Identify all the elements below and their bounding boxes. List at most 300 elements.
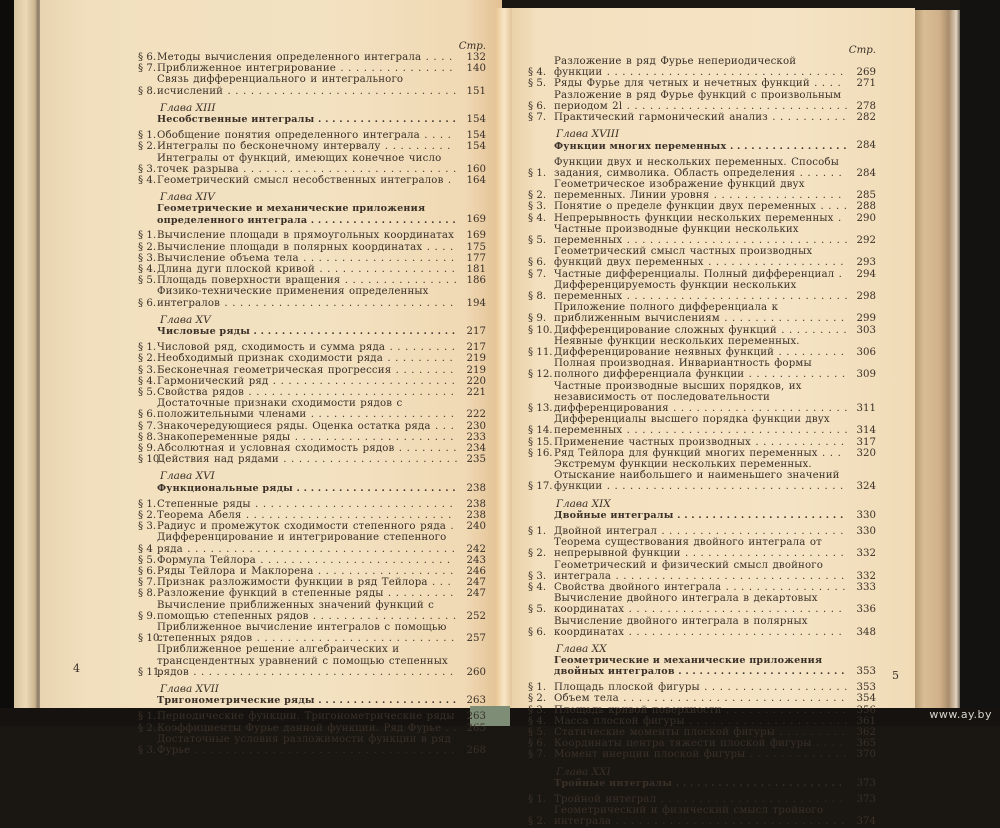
section-title-text: Обобщение понятия определенного интеграла bbox=[157, 130, 420, 142]
toc-entry bbox=[528, 269, 876, 280]
toc-entry bbox=[528, 749, 876, 760]
chapter-title-text: Двойные интегралы bbox=[554, 509, 674, 521]
section-page-number: 330 bbox=[856, 525, 876, 537]
section-page-number: 194 bbox=[466, 297, 486, 309]
section-title bbox=[157, 432, 458, 443]
toc-entry bbox=[138, 342, 486, 353]
section-number: § 2. bbox=[138, 241, 157, 253]
book-gutter bbox=[496, 8, 512, 708]
section-title bbox=[554, 201, 848, 212]
section-title-text: Дифференцирование и интегрирование степенного ряда bbox=[157, 532, 447, 555]
section-page-number: 151 bbox=[466, 85, 486, 97]
section-title-text: Применение частных производных bbox=[554, 436, 751, 448]
section-page-number: 311 bbox=[856, 402, 876, 414]
section-title bbox=[554, 302, 848, 324]
section-title-text: Статические моменты плоской фигуры bbox=[554, 726, 776, 738]
section-page-number: 132 bbox=[466, 52, 486, 63]
toc-entry bbox=[138, 454, 486, 465]
section-title bbox=[157, 622, 458, 644]
section-title bbox=[157, 74, 458, 96]
section-title-text: Геометрическое изображение функций двух переменных. Линии уровня bbox=[554, 178, 805, 202]
section-title bbox=[157, 555, 458, 566]
section-page-number: 374 bbox=[856, 816, 876, 828]
section-title-text: Понятие о пределе функции двух переменных bbox=[554, 201, 817, 213]
section-page-number: 234 bbox=[466, 443, 486, 455]
section-number: § 2. bbox=[528, 548, 547, 560]
toc-entry bbox=[528, 224, 876, 246]
section-page-number: 238 bbox=[466, 510, 486, 522]
toc-entry bbox=[138, 275, 486, 286]
chapter-page-number: 217 bbox=[466, 326, 486, 338]
toc-entry bbox=[528, 336, 876, 358]
section-page-number: 354 bbox=[856, 693, 876, 705]
section-page-number: 222 bbox=[466, 409, 486, 421]
chapter-title-text: Функциональные ряды bbox=[157, 482, 293, 494]
section-title bbox=[157, 353, 458, 364]
section-title-text: Разложение функций в степенные ряды bbox=[157, 588, 384, 600]
section-title-text: Практический гармонический анализ bbox=[554, 112, 768, 123]
section-title bbox=[554, 727, 848, 738]
toc-entry bbox=[138, 711, 486, 722]
chapter-page-number: 169 bbox=[466, 214, 486, 226]
chapter-title bbox=[528, 510, 848, 521]
dot-leader bbox=[157, 544, 455, 555]
section-title bbox=[554, 269, 848, 280]
section-page-number: 246 bbox=[466, 566, 486, 578]
section-number: § 3. bbox=[138, 521, 157, 533]
section-title-text: Геометрический и физический смысл тройного интеграла bbox=[554, 805, 824, 828]
section-number: § 2. bbox=[138, 722, 157, 734]
section-page-number: 314 bbox=[856, 425, 876, 437]
section-page-number: 324 bbox=[856, 481, 876, 493]
toc-chapter bbox=[528, 129, 876, 492]
chapter-title-text: Геометрические и механические приложения двойных интегралов bbox=[554, 655, 823, 678]
section-title-text: Свойства двойного интеграла bbox=[554, 581, 722, 593]
section-title-text: Геометрический смысл несобственных интегралов bbox=[157, 175, 444, 187]
section-title bbox=[157, 52, 458, 63]
section-number: § 9. bbox=[138, 443, 157, 455]
section-title-text: Достаточные признаки сходимости рядов с положительными членами bbox=[157, 398, 403, 421]
section-title bbox=[554, 112, 848, 123]
chapter-page-number: 373 bbox=[856, 777, 876, 789]
toc-entry bbox=[138, 230, 486, 241]
section-number: § 8. bbox=[528, 290, 547, 302]
toc-entry bbox=[138, 521, 486, 532]
toc-entry bbox=[528, 302, 876, 324]
toc-entry bbox=[528, 459, 876, 493]
section-title bbox=[157, 275, 458, 286]
section-page-number: 271 bbox=[856, 78, 876, 90]
section-number: § 5. bbox=[138, 387, 157, 399]
section-title-text: Бесконечная геометрическая прогрессия bbox=[157, 364, 392, 376]
section-title-text: Момент инерции плоской фигуры bbox=[554, 749, 746, 761]
chapter-title-row bbox=[528, 510, 876, 521]
toc-entry bbox=[138, 510, 486, 521]
watermark: www.ay.by bbox=[929, 708, 992, 721]
section-page-number: 217 bbox=[466, 342, 486, 354]
toc-entry bbox=[138, 622, 486, 644]
toc-entry bbox=[528, 693, 876, 704]
toc-entry bbox=[138, 432, 486, 443]
section-title bbox=[554, 560, 848, 582]
toc-entry bbox=[138, 387, 486, 398]
section-title-text: Частные дифференциалы. Полный дифференциал bbox=[554, 268, 835, 280]
section-number: § 2. bbox=[138, 510, 157, 522]
toc-entry bbox=[528, 593, 876, 615]
section-title-text: Непрерывность функции нескольких переменных bbox=[554, 212, 834, 224]
section-number: § 1. bbox=[138, 711, 157, 723]
section-page-number: 257 bbox=[466, 633, 486, 645]
section-number: § 13. bbox=[528, 402, 553, 414]
section-number: § 4. bbox=[528, 581, 547, 593]
section-title bbox=[157, 63, 458, 74]
toc-entry bbox=[138, 353, 486, 364]
toc-entry bbox=[528, 448, 876, 459]
section-page-number: 219 bbox=[466, 364, 486, 376]
section-page-number: 154 bbox=[466, 141, 486, 153]
section-page-number: 293 bbox=[856, 257, 876, 269]
section-title-text: Коэффициенты Фурье данной функции. Ряд Фурье bbox=[157, 722, 442, 734]
section-title bbox=[157, 499, 458, 510]
section-number: § 4. bbox=[528, 715, 547, 727]
section-title-text: Разложение в ряд Фурье непериодической функции bbox=[554, 56, 797, 79]
section-number: § 14. bbox=[528, 425, 553, 437]
section-page-number: 282 bbox=[856, 111, 876, 123]
page-column-header: Стр. bbox=[458, 41, 486, 52]
section-page-number: 263 bbox=[466, 711, 486, 723]
dot-leader bbox=[157, 745, 455, 756]
toc-entry bbox=[138, 566, 486, 577]
toc-section-group bbox=[528, 56, 876, 123]
section-title bbox=[157, 365, 458, 376]
section-page-number: 362 bbox=[856, 726, 876, 738]
section-page-number: 361 bbox=[856, 715, 876, 727]
section-title bbox=[157, 532, 458, 554]
toc-entry bbox=[138, 499, 486, 510]
section-title bbox=[554, 526, 848, 537]
section-title bbox=[554, 56, 848, 78]
section-title bbox=[157, 242, 458, 253]
section-title-text: Экстремум функции нескольких переменных. Отыскание наибольшего и наименьшего значений функции bbox=[554, 458, 840, 493]
section-number: § 6. bbox=[528, 257, 547, 269]
section-page-number: 242 bbox=[466, 543, 486, 555]
toc-entry bbox=[528, 616, 876, 638]
section-page-number: 186 bbox=[466, 275, 486, 287]
chapter-label: Глава XX bbox=[556, 642, 607, 655]
section-title-text: Полная производная. Инвариантность формы полного дифференциала функции bbox=[554, 358, 812, 381]
toc-entry bbox=[528, 526, 876, 537]
section-number: § 4. bbox=[138, 175, 157, 186]
section-title bbox=[157, 711, 458, 722]
section-title-text: Тройной интеграл bbox=[554, 793, 657, 805]
section-number: § 16. bbox=[528, 447, 553, 459]
section-title bbox=[554, 157, 848, 179]
chapter-title bbox=[138, 483, 458, 494]
section-title bbox=[554, 593, 848, 615]
section-number: § 4. bbox=[528, 67, 547, 79]
toc-chapter bbox=[138, 684, 486, 756]
section-number: § 5. bbox=[138, 554, 157, 566]
section-title-text: Действия над рядами bbox=[157, 454, 279, 466]
section-title bbox=[554, 716, 848, 727]
section-number: § 1. bbox=[528, 682, 547, 694]
toc-entry bbox=[138, 376, 486, 387]
section-page-number: 299 bbox=[856, 313, 876, 325]
section-page-number: 160 bbox=[466, 163, 486, 175]
toc-entry bbox=[528, 738, 876, 749]
section-number: § 2. bbox=[138, 353, 157, 365]
section-number: § 1. bbox=[528, 167, 547, 179]
section-title bbox=[554, 682, 848, 693]
section-number: § 6. bbox=[138, 566, 157, 578]
section-page-number: 247 bbox=[466, 577, 486, 589]
section-number: § 8. bbox=[138, 85, 157, 97]
dot-leader bbox=[157, 667, 453, 678]
section-page-number: 290 bbox=[856, 212, 876, 224]
section-number: § 2. bbox=[528, 693, 547, 705]
section-title bbox=[157, 253, 458, 264]
section-title bbox=[554, 693, 848, 704]
section-page-number: 298 bbox=[856, 290, 876, 302]
section-title-text: Площадь поверхности вращения bbox=[157, 275, 341, 287]
chapter-title bbox=[138, 114, 458, 125]
section-number: § 11. bbox=[528, 346, 553, 358]
section-number: § 2. bbox=[138, 141, 157, 153]
toc-entry bbox=[528, 437, 876, 448]
chapter-title-row bbox=[138, 326, 486, 337]
toc-entry bbox=[528, 794, 876, 805]
toc-entry bbox=[138, 63, 486, 74]
section-number: § 3. bbox=[528, 201, 547, 213]
toc-entry bbox=[528, 705, 876, 716]
section-title bbox=[554, 738, 848, 749]
chapter-title bbox=[138, 203, 458, 225]
chapter-title-row bbox=[528, 778, 876, 789]
toc-entry bbox=[528, 157, 876, 179]
toc-chapter bbox=[138, 471, 486, 678]
section-page-number: 320 bbox=[856, 447, 876, 459]
section-page-number: 278 bbox=[856, 100, 876, 112]
section-title-text: Вычисление двойного интеграла в декартовых координатах bbox=[554, 593, 818, 616]
section-page-number: 370 bbox=[856, 749, 876, 761]
section-title bbox=[554, 582, 848, 593]
page-column-header: Стр. bbox=[848, 45, 876, 56]
section-title-text: Неявные функции нескольких переменных. Дифференцирование неявных функций bbox=[554, 335, 800, 358]
section-title-text: Площадь кривой поверхности bbox=[554, 704, 722, 716]
section-title bbox=[554, 537, 848, 559]
section-title-text: Связь дифференциального и интегрального исчислений bbox=[157, 74, 404, 97]
section-title bbox=[554, 358, 848, 380]
section-title bbox=[554, 616, 848, 638]
section-number: § 6. bbox=[138, 297, 157, 309]
section-page-number: 164 bbox=[466, 175, 486, 186]
section-title-text: Гармонический ряд bbox=[157, 375, 269, 387]
section-title bbox=[157, 175, 458, 186]
section-title-text: Свойства рядов bbox=[157, 387, 245, 399]
section-title bbox=[157, 264, 458, 275]
section-number: § 8. bbox=[138, 588, 157, 600]
chapter-page-number: 284 bbox=[856, 140, 876, 152]
section-title-text: Объем тела bbox=[554, 693, 619, 705]
toc-entry bbox=[138, 141, 486, 152]
section-title-text: Вычисление площади в прямоугольных координатах bbox=[157, 230, 454, 242]
toc-entry bbox=[528, 78, 876, 89]
section-number: § 9. bbox=[528, 313, 547, 325]
section-page-number: 240 bbox=[466, 521, 486, 533]
section-title bbox=[157, 510, 458, 521]
section-number: § 6. bbox=[528, 100, 547, 112]
section-page-number: 247 bbox=[466, 588, 486, 600]
section-number: § 1. bbox=[528, 525, 547, 537]
section-title-text: Разложение в ряд Фурье функций с произвольным периодом 2l bbox=[554, 89, 842, 112]
section-title bbox=[554, 749, 848, 760]
section-title-text: Вычисление приближенных значений функций с помощью степенных рядов bbox=[157, 599, 435, 622]
section-title bbox=[554, 381, 848, 415]
section-page-number: 373 bbox=[856, 793, 876, 805]
section-number: § 3. bbox=[138, 364, 157, 376]
chapter-title-row bbox=[138, 483, 486, 494]
toc-entry bbox=[528, 682, 876, 693]
section-title bbox=[554, 414, 848, 436]
section-number: § 3. bbox=[138, 745, 157, 757]
section-page-number: 284 bbox=[856, 167, 876, 179]
section-number: § 3. bbox=[138, 163, 157, 175]
section-page-number: 288 bbox=[856, 201, 876, 213]
toc-entry bbox=[138, 723, 486, 734]
section-title-text: Функции двух и нескольких переменных. Способы задания, символика. Область определения bbox=[554, 156, 839, 179]
section-number: § 4. bbox=[528, 212, 547, 224]
section-page-number: 356 bbox=[856, 704, 876, 716]
chapter-title-row bbox=[528, 655, 876, 677]
section-page-number: 285 bbox=[856, 190, 876, 202]
section-title bbox=[157, 141, 458, 152]
section-title-text: Методы вычисления определенного интеграла bbox=[157, 52, 422, 64]
section-title bbox=[554, 213, 848, 224]
section-title bbox=[554, 179, 848, 201]
toc-entry bbox=[528, 90, 876, 112]
section-title bbox=[157, 387, 458, 398]
chapter-title-text: Тригонометрические ряды bbox=[157, 695, 315, 707]
chapter-page-number: 154 bbox=[466, 114, 486, 125]
toc-entry bbox=[138, 600, 486, 622]
section-number: § 10. bbox=[138, 633, 163, 645]
chapter-title bbox=[138, 326, 458, 337]
section-number: § 3. bbox=[528, 570, 547, 582]
section-title-text: Приложение полного дифференциала к приближенным вычислениям bbox=[554, 302, 779, 325]
section-title-text: Теорема существования двойного интеграла от непрерывной функции bbox=[554, 537, 822, 560]
section-page-number: 306 bbox=[856, 346, 876, 358]
section-title-text: Двойной интеграл bbox=[554, 525, 657, 537]
section-title-text: Приближенное вычисление интегралов с помощью степенных рядов bbox=[157, 622, 447, 645]
chapter-label: Глава XVII bbox=[160, 683, 219, 696]
section-number: § 15. bbox=[528, 436, 553, 448]
section-title-text: Теорема Абеля bbox=[157, 510, 242, 522]
section-title bbox=[157, 600, 458, 622]
section-title bbox=[554, 246, 848, 268]
section-title bbox=[554, 805, 848, 827]
section-title-text: Интегралы от функций, имеющих конечное число точек разрыва bbox=[157, 152, 442, 175]
section-title-text: Приближенное интегрирование bbox=[157, 63, 336, 75]
section-title bbox=[554, 280, 848, 302]
toc-entry bbox=[528, 112, 876, 123]
toc-entry bbox=[138, 398, 486, 420]
section-page-number: 181 bbox=[466, 264, 486, 276]
section-page-number: 252 bbox=[466, 610, 486, 622]
chapter-label: Глава XIII bbox=[160, 101, 216, 114]
toc-entry bbox=[138, 175, 486, 186]
toc-entry bbox=[528, 560, 876, 582]
section-number: § 1. bbox=[138, 130, 157, 142]
section-title-text: Степенные ряды bbox=[157, 498, 251, 510]
section-title bbox=[554, 448, 848, 459]
chapter-title bbox=[528, 141, 848, 152]
section-title-text: Физико-технические применения определенных интегралов bbox=[157, 286, 429, 309]
section-title-text: Необходимый признак сходимости ряда bbox=[157, 353, 383, 365]
section-number: § 4. bbox=[138, 264, 157, 276]
toc-entry bbox=[138, 577, 486, 588]
section-number: § 5. bbox=[138, 275, 157, 287]
chapter-title-row bbox=[138, 695, 486, 706]
chapter-title-text: Функции многих переменных bbox=[554, 140, 727, 152]
toc-entry bbox=[528, 56, 876, 78]
section-page-number: 332 bbox=[856, 548, 876, 560]
toc-entry bbox=[138, 443, 486, 454]
section-title-text: Геометрический смысл частных производных функций двух переменных bbox=[554, 246, 813, 269]
toc-entry bbox=[138, 253, 486, 264]
section-number: § 7. bbox=[138, 63, 157, 75]
section-page-number: 303 bbox=[856, 324, 876, 336]
toc-entry bbox=[528, 179, 876, 201]
section-number: § 7. bbox=[528, 111, 547, 123]
toc-entry bbox=[528, 280, 876, 302]
section-title-text: Координаты центра тяжести плоской фигуры bbox=[554, 738, 812, 750]
section-title bbox=[157, 342, 458, 353]
section-title bbox=[157, 577, 458, 588]
toc-chapter bbox=[528, 499, 876, 638]
section-title-text: Интегралы по бесконечному интервалу bbox=[157, 141, 381, 153]
section-title bbox=[554, 90, 848, 112]
section-page-number: 243 bbox=[466, 554, 486, 566]
section-title-text: Абсолютная и условная сходимость рядов bbox=[157, 443, 395, 455]
section-title bbox=[157, 443, 458, 454]
section-title-text: Достаточные условия разложимости функции в ряд Фурье bbox=[157, 733, 451, 757]
section-title bbox=[157, 566, 458, 577]
chapter-title bbox=[138, 695, 458, 706]
section-title bbox=[157, 130, 458, 141]
section-title bbox=[554, 705, 848, 716]
section-title bbox=[554, 794, 848, 805]
section-title bbox=[157, 454, 458, 465]
toc-entry bbox=[138, 644, 486, 678]
toc-entry bbox=[528, 414, 876, 436]
section-page-number: 220 bbox=[466, 375, 486, 387]
toc-entry bbox=[138, 286, 486, 308]
section-page-number: 238 bbox=[466, 498, 486, 510]
toc-entry bbox=[528, 716, 876, 727]
toc-entry bbox=[528, 201, 876, 212]
section-title-text: Знакочередующиеся ряды. Оценка остатка ряда bbox=[157, 420, 431, 432]
toc-entry bbox=[528, 213, 876, 224]
chapter-title-row bbox=[138, 203, 486, 225]
section-number: § 7. bbox=[138, 577, 157, 589]
section-title-text: Частные производные функции нескольких переменных bbox=[554, 223, 799, 246]
toc-chapter bbox=[528, 767, 876, 828]
section-title-text: Радиус и промежуток сходимости степенного ряда bbox=[157, 521, 446, 533]
section-title-text: Вычисление объема тела bbox=[157, 252, 299, 264]
section-number: § 4 bbox=[138, 543, 153, 555]
section-number: § 10. bbox=[138, 454, 163, 466]
section-number: § 5. bbox=[528, 726, 547, 738]
